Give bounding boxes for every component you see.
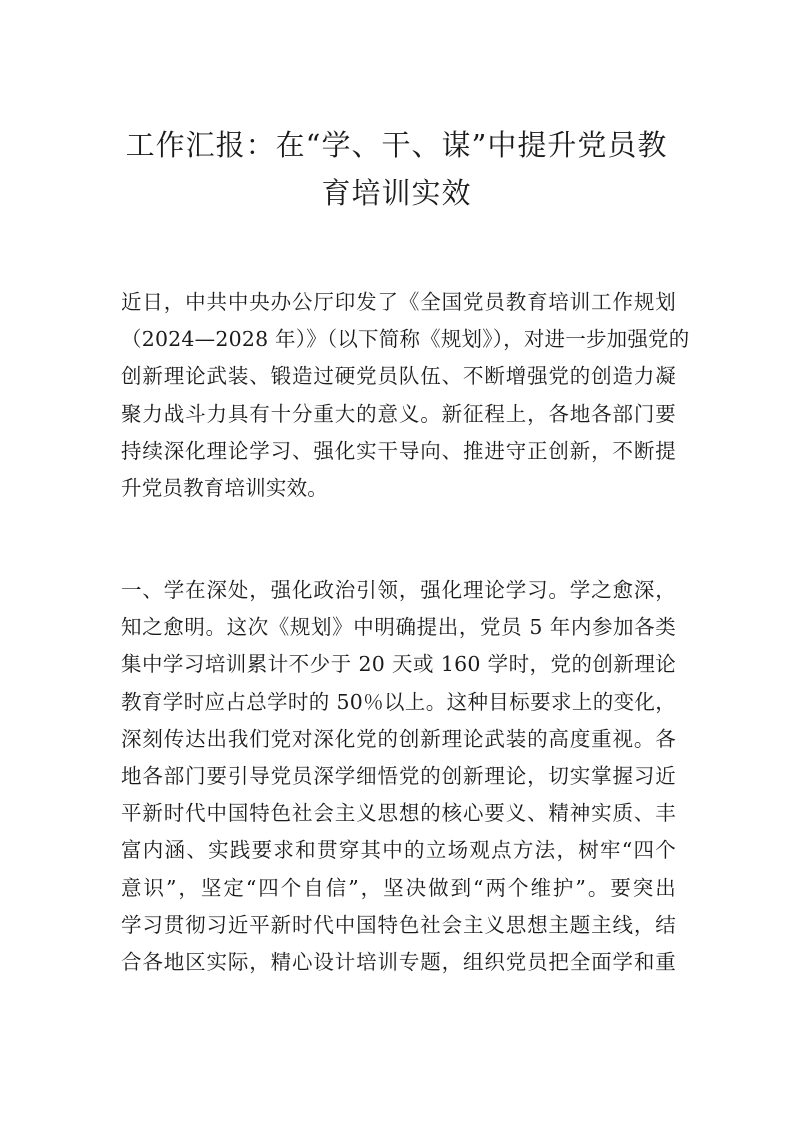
paragraph-section-1 bbox=[121, 572, 676, 981]
paragraph-intro bbox=[121, 284, 690, 507]
paragraph-line: 升党员教育培训实效。 bbox=[121, 475, 328, 500]
paragraph-line: 知之愈明。这次《规划》中明确提出，党员 5 年内参加各类 bbox=[121, 615, 676, 640]
paragraph-line: 集中学习培训累计不少于 20 天或 160 学时，党的创新理论 bbox=[121, 652, 676, 677]
paragraph-line: 创新理论武装、锻造过硬党员队伍、不断增强党的创造力凝 bbox=[121, 364, 676, 389]
paragraph-line: 平新时代中国特色社会主义思想的核心要义、精神实质、丰 bbox=[121, 801, 676, 826]
paragraph-line: 地各部门要引导党员深学细悟党的创新理论，切实掌握习近 bbox=[121, 763, 676, 788]
paragraph-line: 合各地区实际，精心设计培训专题，组织党员把全面学和重 bbox=[121, 949, 676, 974]
paragraph-line: 富内涵、实践要求和贯穿其中的立场观点方法，树牢“四个 bbox=[121, 838, 676, 863]
document-title-line-1: 工作汇报：在“学、干、谋”中提升党员教 bbox=[125, 128, 668, 162]
paragraph-line: 教育学时应占总学时的 50％以上。这种目标要求上的变化， bbox=[121, 689, 676, 714]
paragraph-line: 聚力战斗力具有十分重大的意义。新征程上，各地各部门要 bbox=[121, 401, 676, 426]
document-title-line-2: 育培训实效 bbox=[321, 176, 472, 210]
paragraph-line: 持续深化理论学习、强化实干导向、推进守正创新，不断提 bbox=[121, 438, 676, 463]
paragraph-line: 学习贯彻习近平新时代中国特色社会主义思想主题主线，结 bbox=[121, 912, 676, 937]
paragraph-line: 一、学在深处，强化政治引领，强化理论学习。学之愈深， bbox=[121, 578, 676, 602]
paragraph-line: 近日，中共中央办公厅印发了《全国党员教育培训工作规划 bbox=[121, 290, 676, 314]
paragraph-line: 深刻传达出我们党对深化党的创新理论武装的高度重视。各 bbox=[121, 726, 676, 751]
paragraph-line: 意识”，坚定“四个自信”，坚决做到“两个维护”。要突出 bbox=[121, 875, 676, 900]
paragraph-line: （2024—2028 年）》（以下简称《规划》），对进一步加强党的 bbox=[121, 327, 690, 352]
